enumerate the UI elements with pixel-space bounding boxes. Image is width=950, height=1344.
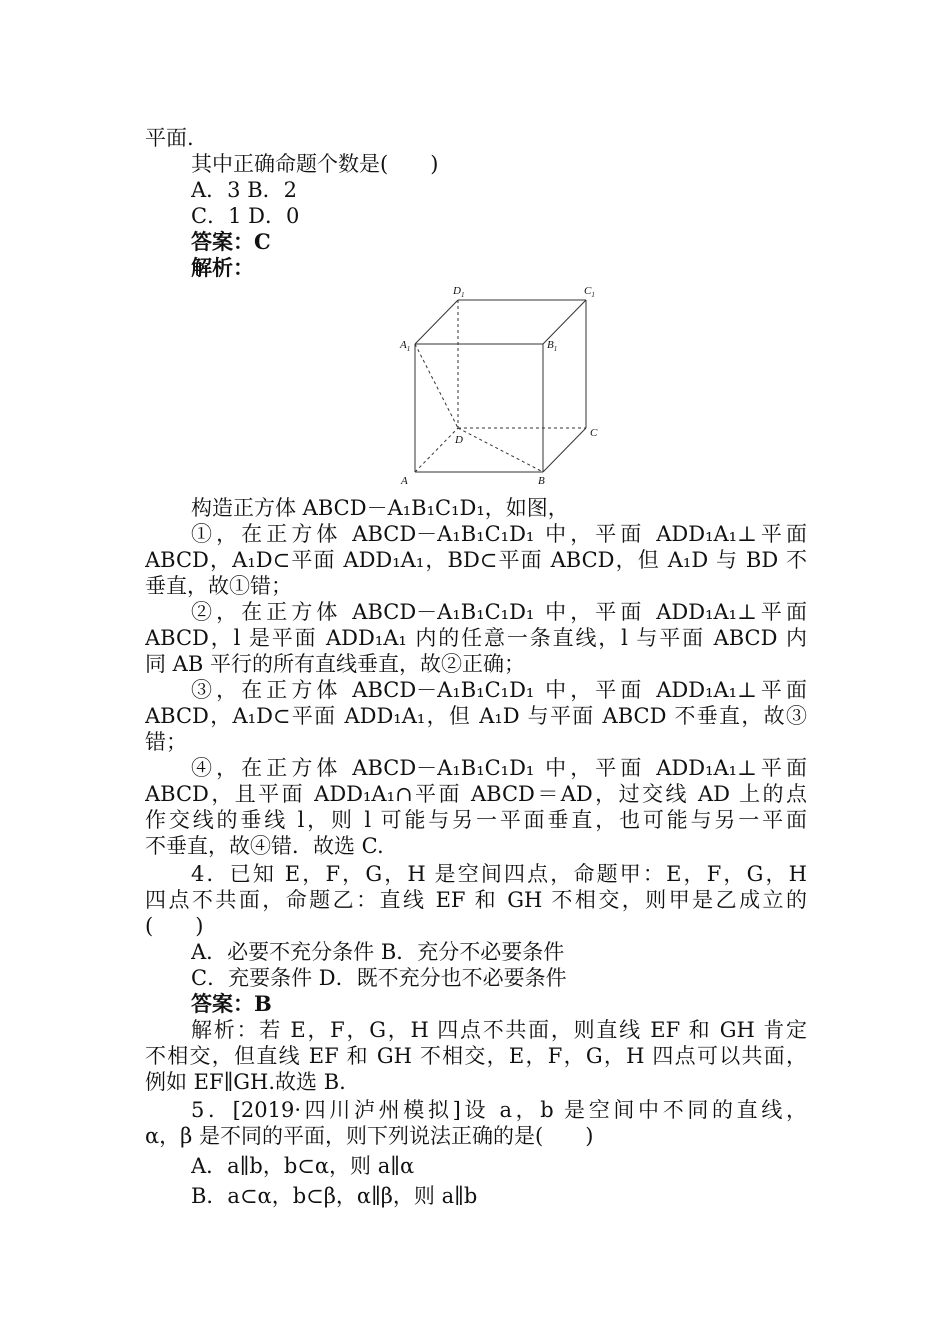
vertex-label-b: B — [538, 475, 545, 487]
text-line: 作交线的垂线 l，则 l 可能与另一平面垂直，也可能与另一平面 — [145, 808, 807, 832]
question-stem: 5．[2019·四川泸州模拟]设 a，b 是空间中不同的直线， — [191, 1098, 807, 1122]
hidden-segment-b-d — [458, 428, 543, 472]
choices-line: A．必要不充分条件 B．充分不必要条件 — [191, 940, 565, 964]
text-line: ①，在正方体 ABCD－A₁B₁C₁D₁ 中，平面 ADD₁A₁⊥平面 — [191, 522, 807, 546]
question-stem: 其中正确命题个数是( ) — [191, 152, 439, 176]
hidden-segment-a1-d — [415, 344, 458, 428]
choice-b: B．a⊂α，b⊂β，α∥β，则 a∥b — [191, 1184, 478, 1208]
choices-line: C．充要条件 D．既不充分也不必要条件 — [191, 966, 567, 990]
vertex-label-a: A — [401, 475, 408, 487]
vertex-label-c1: $C_1$ — [584, 285, 595, 299]
answer-line: 答案：B — [191, 991, 272, 1016]
text-line: ②，在正方体 ABCD－A₁B₁C₁D₁ 中，平面 ADD₁A₁⊥平面 — [191, 600, 807, 624]
text-line: ABCD，l 是平面 ADD₁A₁ 内的任意一条直线，l 与平面 ABCD 内 — [145, 626, 807, 650]
text-line: 不垂直，故④错．故选 C. — [145, 834, 384, 858]
choice-a: A．a∥b，b⊂α，则 a∥α — [191, 1154, 415, 1178]
question-stem: ( ) — [145, 914, 204, 938]
analysis-label: 解析： — [191, 255, 254, 280]
analysis-line: 解析：若 E，F，G，H 四点不共面，则直线 EF 和 GH 肯定 — [191, 1018, 807, 1042]
hidden-edge-a-d — [415, 428, 458, 472]
vertex-label-d1: $D_1$ — [453, 285, 465, 299]
edge-b-c — [543, 428, 586, 472]
text-line: ABCD，A₁D⊂平面 ADD₁A₁，但 A₁D 与平面 ABCD 不垂直，故③ — [145, 704, 807, 728]
edge-b1-c1 — [543, 300, 586, 344]
text-line: 错； — [145, 730, 187, 754]
text-line: 垂直，故①错； — [145, 574, 292, 598]
text-line: ABCD，A₁D⊂平面 ADD₁A₁，BD⊂平面 ABCD，但 A₁D 与 BD 不 — [145, 548, 807, 572]
choices-line: C．1 D．0 — [191, 204, 300, 228]
text-line: 同 AB 平行的所有直线垂直，故②正确； — [145, 652, 525, 676]
question-stem: 四点不共面，命题乙：直线 EF 和 GH 不相交，则甲是乙成立的 — [145, 888, 807, 912]
text-line: ④，在正方体 ABCD－A₁B₁C₁D₁ 中，平面 ADD₁A₁⊥平面 — [191, 756, 807, 780]
text-line: 平面. — [145, 126, 194, 150]
vertex-label-d: D — [455, 434, 463, 446]
answer-line: 答案：C — [191, 229, 271, 254]
cube-figure — [395, 282, 605, 488]
vertex-label-a1: $A_1$ — [400, 339, 411, 353]
question-stem: α，β 是不同的平面，则下列说法正确的是( ) — [145, 1124, 594, 1148]
question-stem: 4．已知 E，F，G，H 是空间四点，命题甲：E，F，G，H — [191, 862, 807, 886]
analysis-line: 例如 EF∥GH.故选 B. — [145, 1070, 346, 1094]
text-line: ABCD，且平面 ADD₁A₁∩平面 ABCD＝AD，过交线 AD 上的点 — [145, 782, 807, 806]
choices-line: A．3 B．2 — [191, 178, 297, 202]
vertex-label-c: C — [590, 427, 598, 439]
edge-a1-d1 — [415, 300, 458, 344]
text-line: 构造正方体 ABCD－A₁B₁C₁D₁，如图， — [191, 496, 569, 520]
analysis-line: 不相交，但直线 EF 和 GH 不相交，E，F，G，H 四点可以共面， — [145, 1044, 807, 1068]
cube-diagram — [395, 282, 605, 488]
vertex-label-b1: $B_1$ — [547, 339, 558, 353]
text-line: ③，在正方体 ABCD－A₁B₁C₁D₁ 中，平面 ADD₁A₁⊥平面 — [191, 678, 807, 702]
